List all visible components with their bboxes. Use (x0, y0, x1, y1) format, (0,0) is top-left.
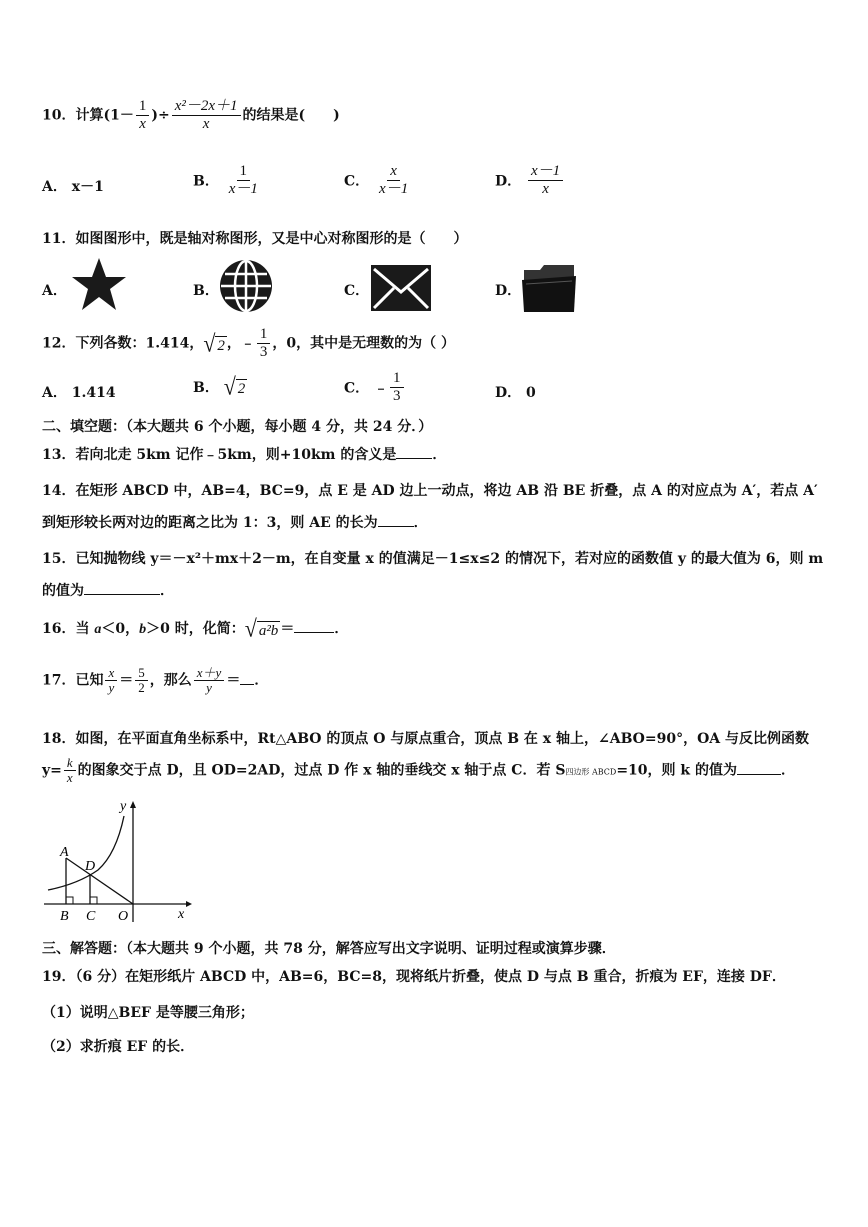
q10-option-c: C． $\frac{x}{x-1}$ (344, 163, 409, 197)
answer-blank (84, 582, 160, 595)
q11-stem: 11．如图图形中，既是轴对称图形，又是中心对称图形的是（ ） (42, 231, 468, 247)
answer-blank (378, 514, 414, 527)
answer-blank (396, 446, 432, 459)
star-icon (70, 256, 128, 314)
sqrt: √ 2 (203, 329, 225, 357)
point-d-label: D (85, 859, 96, 874)
q10-option-d: D． $\frac{x-1}{x}$ (495, 163, 565, 198)
q12-stem: 12．下列各数：1.414， √ 2 ，﹣ $\frac{1}{3}$ ，0，其中是无理数的为（ ） (42, 326, 456, 360)
q18-figure (38, 796, 198, 926)
answer-blank (240, 672, 254, 685)
q18-line2: y= $\frac{k}{x}$ 的图象交于点 D，且 OD=2AD，过点 D 作 x 轴的垂线交 x 轴于点 C．若 S四边形 ABCD=10，则 k 的值为 ． (42, 755, 795, 785)
section-2-heading: 二、填空题：（本大题共 6 个小题，每小题 4 分，共 24 分．） (42, 419, 433, 435)
q12-option-b: B． √ 2 (193, 372, 246, 401)
q10-stem: 10．计算(1－ $\frac{1}{x}$ )÷ $\frac{\text{x²－2x＋1}}{x}$ 的结果是( ) (42, 98, 340, 132)
q11-option-b: B． (193, 283, 219, 299)
q18-line1: 18．如图，在平面直角坐标系中，Rt△ABO 的顶点 O 与原点重合，顶点 B 在 x 轴上，∠ABO=90°，OA 与反比例函数 (42, 731, 810, 747)
q15-line1: 15．已知抛物线 y＝－x²＋mx＋2－m，在自变量 x 的值满足－1≤x≤2 的情况下，若对应的函数值 y 的最大值为 6，则 m (42, 551, 824, 567)
sqrt: √ a²b (244, 614, 279, 643)
q14-line1: 14．在矩形 ABCD 中，AB=4，BC=9，点 E 是 AD 边上一动点，将边 AB 沿 BE 折叠，点 A 的对应点为 A′，若点 A′ (42, 483, 818, 499)
folder-icon (520, 262, 578, 314)
q12-option-d: D． 0 (495, 385, 536, 401)
fraction: $\frac{1}{x}$ (136, 98, 150, 133)
q10-option-b: B． $\frac{1}{x-1}$ (193, 163, 258, 197)
q15-line2: 的值为 ． (42, 583, 174, 599)
q12-option-c: C． ﹣ $\frac{1}{3}$ (344, 370, 406, 405)
globe-icon (218, 258, 274, 314)
q19-part1: （1）说明△BEF 是等腰三角形； (42, 1005, 254, 1021)
origin-label: O (118, 909, 129, 924)
x-axis-label: x (178, 907, 185, 922)
answer-blank (294, 620, 334, 633)
q14-line2: 到矩形较长两对边的距离之比为 1：3，则 AE 的长为 ． (42, 515, 428, 531)
answer-blank (737, 762, 781, 775)
q19-stem: 19．（6 分）在矩形纸片 ABCD 中，AB=6，BC=8，现将纸片折叠，使点 D 与点 B 重合，折痕为 EF，连接 DF． (42, 969, 786, 985)
q19-part2: （2）求折痕 EF 的长． (42, 1039, 195, 1055)
point-a-label: A (60, 845, 69, 860)
y-axis-label: y (120, 799, 127, 814)
q16: 16．当 a＜0，b＞0 时，化简： √ a²b ＝ ． (42, 614, 349, 643)
q12-option-a: A． 1.414 (42, 385, 116, 401)
q11-option-d: D． (495, 283, 522, 299)
q10-option-a: A． x－1 (42, 179, 104, 195)
fraction: $\frac{\text{x²－2x＋1}}{x}$ (172, 98, 241, 133)
section-3-heading: 三、解答题：（本大题共 9 个小题，共 78 分，解答应写出文字说明、证明过程或演算步骤． (42, 941, 616, 957)
q11-option-a: A． (42, 283, 67, 299)
q11-option-c: C． (344, 283, 370, 299)
envelope-icon (370, 264, 432, 312)
point-c-label: C (86, 909, 96, 924)
point-b-label: B (60, 909, 69, 924)
q17: 17．已知 $\frac{x}{y}$ ＝ $\frac{5}{2}$ ，那么 $\frac{x+y}{y}$ ＝ ． (42, 665, 269, 695)
q13: 13．若向北走 5km 记作﹣5km，则+10km 的含义是 ． (42, 447, 447, 463)
